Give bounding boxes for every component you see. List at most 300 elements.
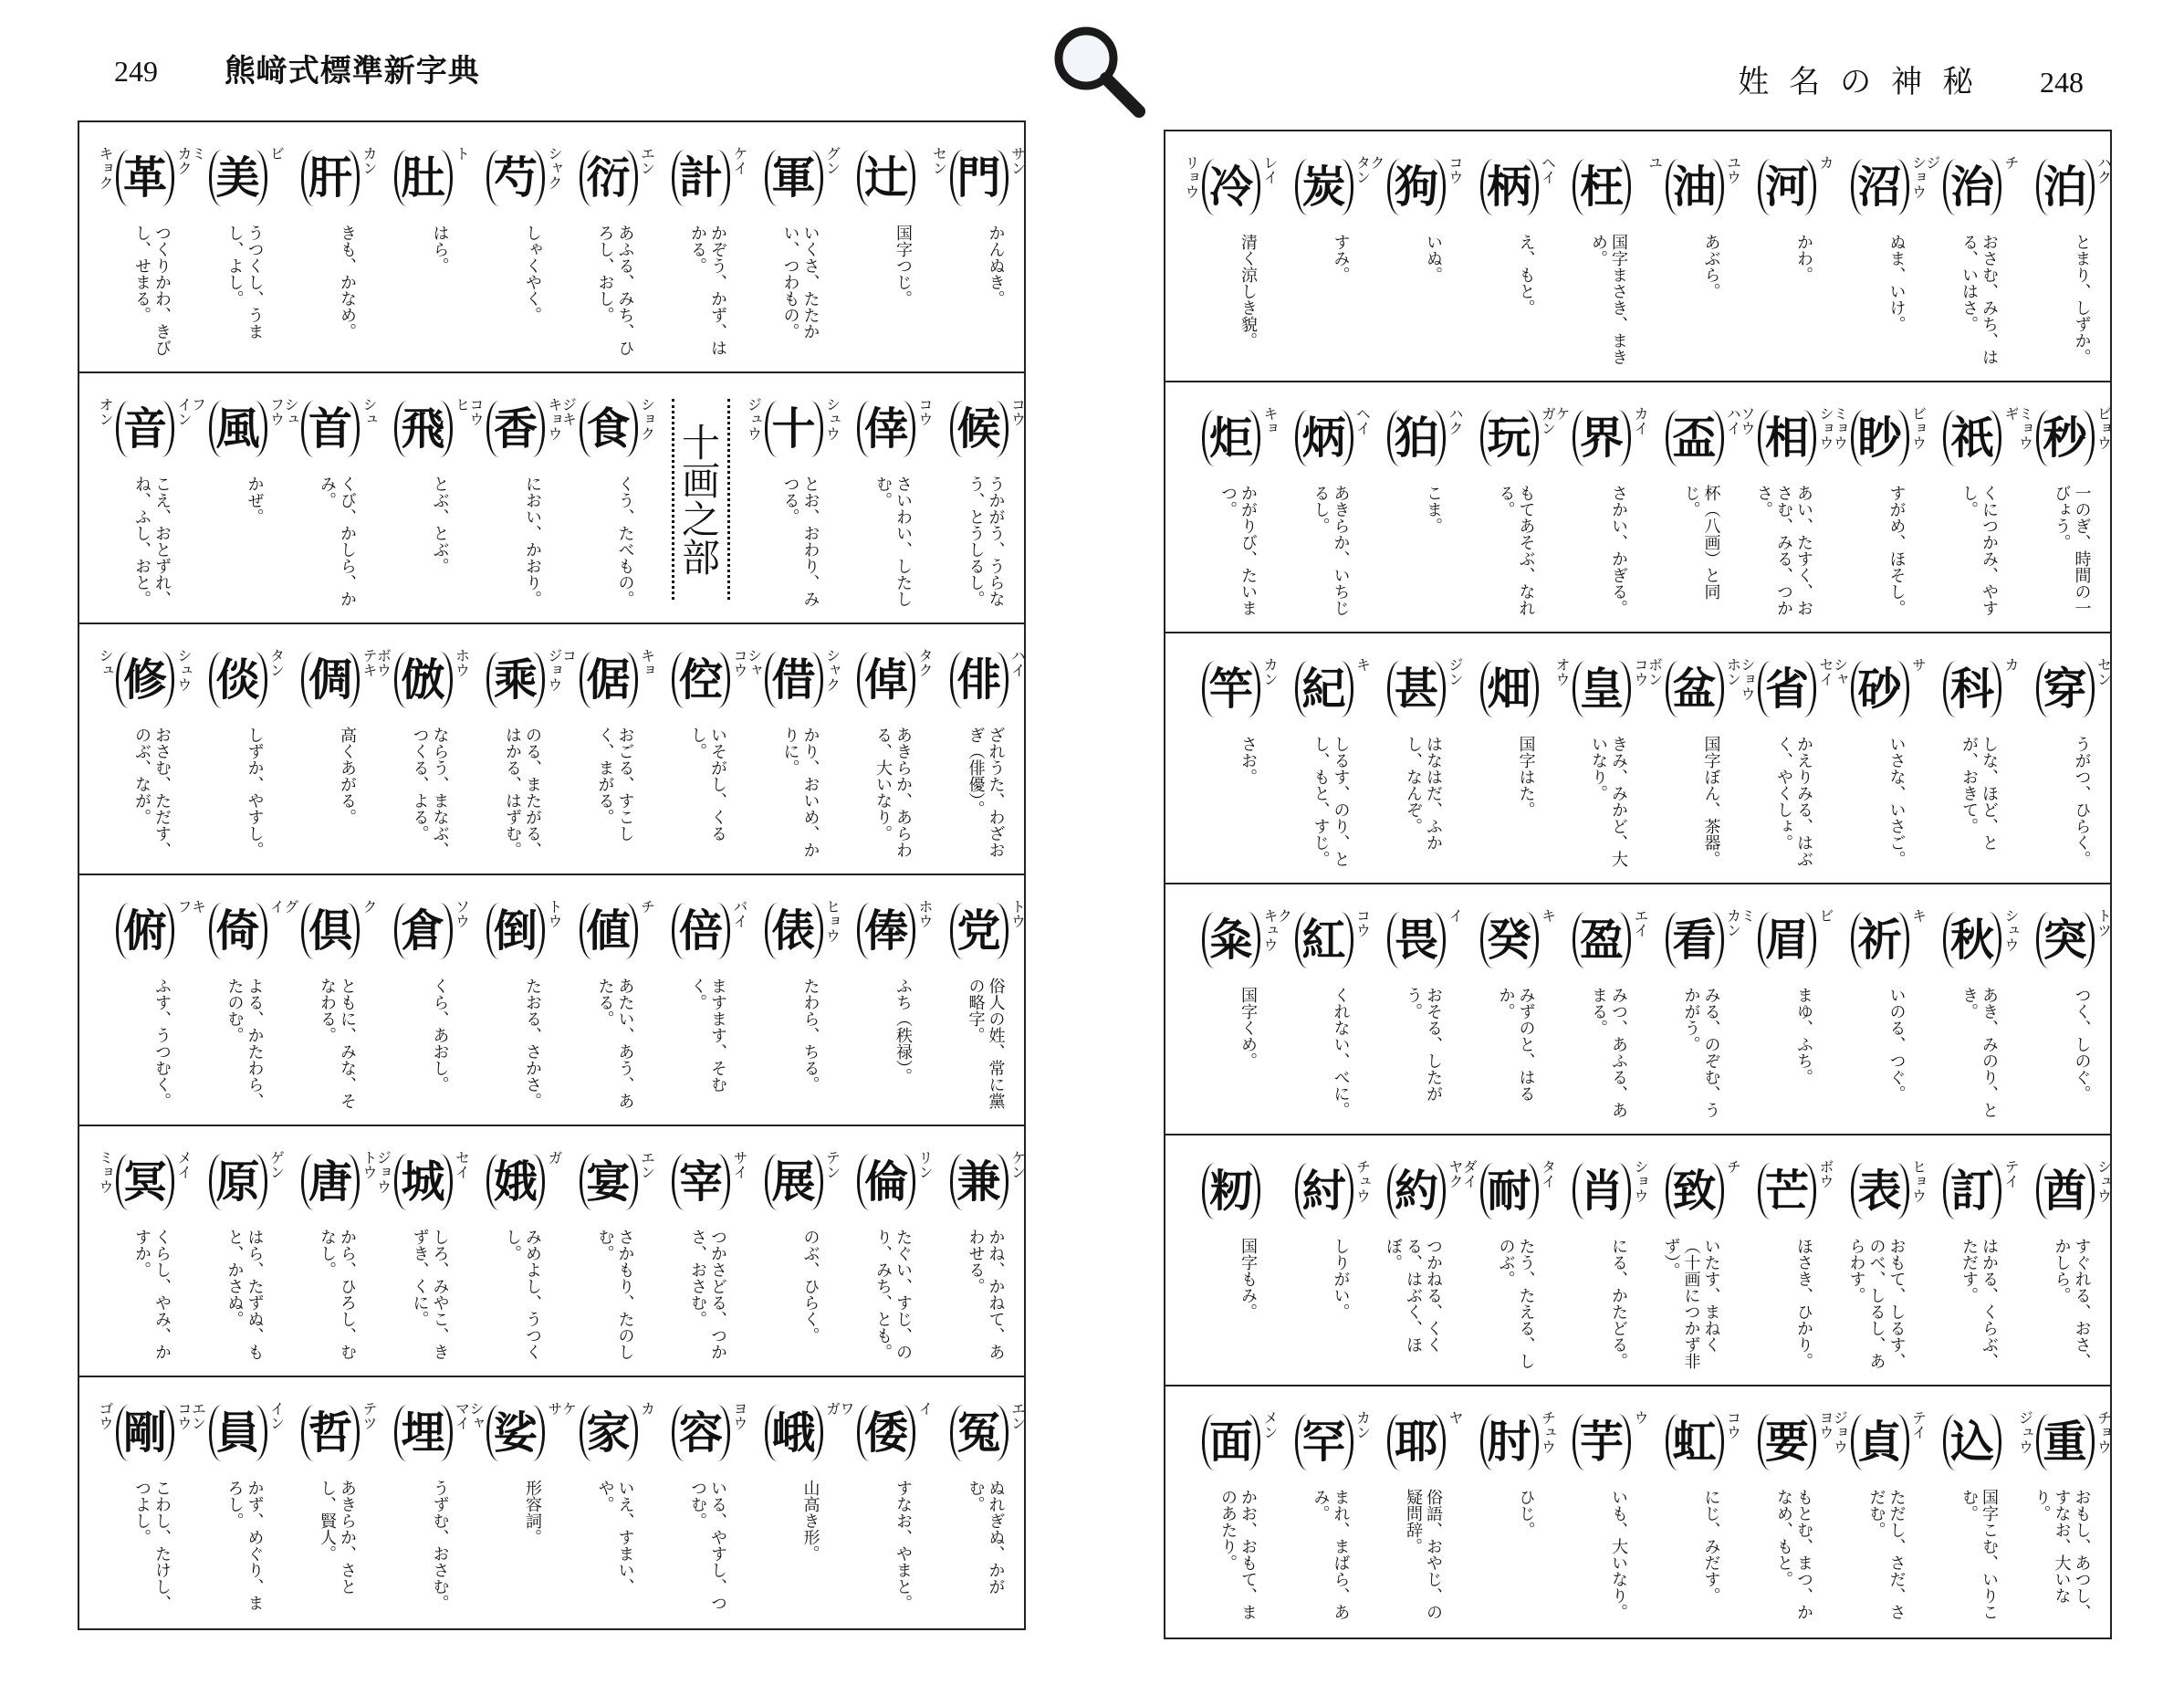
char-entry[interactable]: [1649, 1135, 1741, 1386]
char-entry[interactable]: [748, 1377, 841, 1628]
alt-reading: ミ: [189, 146, 207, 161]
on-reading: ガ: [546, 1150, 563, 1165]
kanji-char: 家: [580, 1405, 638, 1461]
char-entry[interactable]: [1924, 131, 2020, 382]
kanji-char: 倨: [580, 652, 638, 708]
char-entry[interactable]: [467, 1377, 563, 1628]
char-entry[interactable]: [1556, 1135, 1648, 1386]
char-entry[interactable]: [99, 875, 192, 1126]
char-entry[interactable]: [2016, 382, 2113, 633]
kanji-char: 兼: [950, 1154, 1008, 1210]
alt-reading: ボウ: [374, 648, 392, 677]
kanji-char: 俵: [765, 903, 823, 959]
on-reading: ビ: [267, 146, 286, 161]
kanji-char: 秋: [1943, 912, 2001, 968]
char-entry[interactable]: [841, 373, 933, 624]
alt-reading: シャ: [467, 1401, 485, 1430]
on-reading: ボウ: [1817, 1159, 1834, 1188]
char-entry[interactable]: [748, 122, 841, 373]
meaning-text: こま。: [1424, 485, 1443, 534]
meaning-text: かがりび、たいまつ。: [1218, 485, 1258, 616]
kanji-char: 沼: [1851, 159, 1909, 215]
meaning-text: おもて、しるす、のべ、しるし、あらわす。: [1846, 1238, 1907, 1369]
char-entry[interactable]: [1741, 1135, 1834, 1386]
on-reading: コウ: [916, 397, 934, 426]
char-entry[interactable]: [374, 1126, 471, 1377]
kanji-char: 展: [765, 1154, 823, 1210]
char-entry[interactable]: [563, 875, 655, 1126]
magnifier-icon[interactable]: [1048, 20, 1148, 120]
kanji-char: 約: [1387, 1163, 1446, 1219]
on-reading: テイ: [1909, 1410, 1928, 1439]
kanji-char: 埋: [394, 1405, 453, 1461]
meaning-text: みつ、あふる、あまる。: [1589, 987, 1628, 1118]
meaning-text: 俗語、おやじ、の疑問辞。: [1404, 1489, 1443, 1620]
char-entry[interactable]: [1927, 884, 2019, 1135]
char-entry[interactable]: [934, 1126, 1026, 1377]
meaning-text: さいわい、したしむ。: [873, 476, 913, 607]
kanji-char: 致: [1666, 1163, 1724, 1219]
char-entry[interactable]: [1556, 884, 1648, 1135]
on-reading: コウ: [175, 1401, 193, 1430]
kanji-char: 娑: [486, 1405, 545, 1461]
meaning-text: つくりかわ、きびし、せまる。: [132, 225, 172, 356]
meaning-text: うつくし、うまし、よし。: [225, 225, 265, 340]
section-title: 姓名の神秘: [1738, 64, 1994, 100]
char-entry[interactable]: [1371, 382, 1463, 633]
char-entry[interactable]: [1553, 633, 1649, 884]
kanji-char: 狛: [1387, 410, 1446, 466]
char-entry[interactable]: [655, 1126, 747, 1377]
alt-reading: ミ: [1739, 908, 1756, 923]
char-entry[interactable]: [193, 624, 285, 875]
kanji-char: 倉: [394, 903, 453, 959]
char-entry[interactable]: [1186, 1135, 1278, 1386]
on-reading: ショウ: [1909, 155, 1928, 199]
char-entry[interactable]: [1371, 1135, 1463, 1386]
on-reading: トウ: [546, 899, 563, 928]
char-entry[interactable]: [1464, 884, 1556, 1135]
kanji-char: 唐: [301, 1154, 360, 1210]
char-entry[interactable]: [1186, 1386, 1278, 1637]
kanji-char: 玩: [1480, 410, 1539, 466]
char-entry[interactable]: [378, 373, 470, 624]
meaning-text: よる、かたわら、たのむ。: [225, 978, 265, 1109]
kanji-char: 紅: [1295, 912, 1353, 968]
table-row: [79, 624, 1027, 875]
on-reading: カ: [638, 1401, 656, 1416]
kanji-char: 候: [950, 401, 1008, 457]
meaning-text: しるす、のり、とし、もと、すじ。: [1311, 736, 1351, 867]
char-entry[interactable]: [470, 122, 562, 373]
meaning-text: しずか、やすし。: [245, 727, 265, 858]
on-reading: ヒ: [453, 397, 471, 412]
alt-reading: ダイ: [1460, 1159, 1479, 1188]
meaning-text: しな、ほど、とが、おきて。: [1959, 736, 1999, 851]
meaning-text: はら、たずぬ、もと、かさぬ。: [225, 1229, 265, 1360]
kanji-char: 哲: [301, 1405, 360, 1461]
on-reading: チュウ: [1353, 1159, 1372, 1203]
kanji-char: 香: [486, 401, 545, 457]
char-entry[interactable]: [934, 373, 1026, 624]
on-reading: ハク: [1447, 406, 1464, 435]
char-entry[interactable]: [378, 875, 470, 1126]
char-entry[interactable]: [1741, 1386, 1834, 1637]
on-reading: カン: [1353, 1410, 1372, 1439]
on-reading: ホウ: [916, 899, 934, 928]
on-reading: イン: [175, 397, 193, 426]
char-entry[interactable]: [1275, 884, 1372, 1135]
char-entry[interactable]: [1556, 1386, 1648, 1637]
meaning-text: くう、たべもの。: [615, 476, 635, 607]
on-reading: ウ: [1632, 1410, 1649, 1425]
on-reading: ゲン: [267, 1150, 286, 1179]
char-entry[interactable]: [1371, 1386, 1463, 1637]
char-entry[interactable]: [467, 373, 563, 624]
char-entry[interactable]: [841, 122, 933, 373]
on-reading: ヤク: [1447, 1159, 1464, 1188]
meaning-text: つかさどる、つかさ、おさむ。: [688, 1229, 727, 1360]
char-entry[interactable]: [99, 122, 192, 373]
char-entry[interactable]: [655, 624, 747, 875]
meaning-text: かぞう、かず、はかる。: [688, 225, 727, 356]
kanji-char: 盃: [1666, 410, 1724, 466]
char-entry[interactable]: [1371, 633, 1463, 884]
char-entry[interactable]: [1649, 382, 1741, 633]
char-entry[interactable]: [1741, 382, 1834, 633]
char-entry[interactable]: [563, 122, 655, 373]
kanji-char: 科: [1943, 661, 2001, 717]
kanji-char: 俯: [116, 903, 174, 959]
meaning-text: ひじ。: [1516, 1489, 1536, 1538]
char-entry[interactable]: [470, 624, 562, 875]
meaning-text: かぜ。: [245, 476, 265, 525]
meaning-text: ぬれぎぬ、かがむ。: [966, 1480, 1006, 1595]
meaning-text: みずのと、はるか。: [1496, 987, 1536, 1102]
meaning-text: とお、おわり、みつる。: [780, 476, 820, 607]
char-entry[interactable]: [1831, 382, 1928, 633]
char-entry[interactable]: [470, 1126, 562, 1377]
char-entry[interactable]: [193, 1126, 285, 1377]
char-entry[interactable]: [1464, 633, 1556, 884]
char-entry[interactable]: [934, 624, 1026, 875]
char-entry[interactable]: [99, 624, 192, 875]
kanji-char: 畏: [1387, 912, 1446, 968]
char-entry[interactable]: [1279, 1386, 1371, 1637]
meaning-text: ともに、みな、そなわる。: [318, 978, 357, 1109]
meaning-text: いる、やすし、つつむ。: [688, 1480, 727, 1611]
meaning-text: うがつ、ひらく。: [2072, 736, 2092, 867]
char-entry[interactable]: [2020, 884, 2112, 1135]
meaning-text: たわら、ちる。: [800, 978, 820, 1093]
table-row: [79, 373, 1027, 624]
table-row: [1165, 131, 2113, 382]
char-entry[interactable]: [285, 1126, 377, 1377]
char-entry[interactable]: [189, 373, 286, 624]
on-reading: グン: [823, 146, 841, 175]
on-reading: タク: [916, 648, 934, 677]
char-entry[interactable]: [1834, 884, 1927, 1135]
on-reading: キ: [1353, 657, 1372, 672]
alt-reading: ジョウ: [1831, 1410, 1849, 1454]
char-entry[interactable]: [1741, 131, 1834, 382]
char-entry[interactable]: [1646, 633, 1742, 884]
char-entry[interactable]: [99, 373, 192, 624]
char-entry[interactable]: [1464, 131, 1556, 382]
char-entry[interactable]: [748, 875, 841, 1126]
char-entry[interactable]: [1927, 1135, 2019, 1386]
meaning-text: おもし、あつし、すなお、大いなり。: [2032, 1489, 2092, 1620]
alt-reading: ショウ: [1739, 657, 1756, 701]
on-reading: トウ: [361, 1150, 378, 1179]
kanji-char: 容: [672, 1405, 730, 1461]
on-reading: シャク: [823, 648, 841, 692]
table-row: [79, 122, 1027, 373]
on-reading: カン: [1261, 657, 1279, 686]
header-left: [114, 46, 480, 90]
on-reading: ヨウ: [731, 1401, 748, 1430]
kanji-char: 風: [209, 401, 267, 457]
kanji-char: 癸: [1480, 912, 1539, 968]
char-entry[interactable]: [378, 122, 470, 373]
kanji-char: 眉: [1758, 912, 1816, 968]
char-entry[interactable]: [559, 373, 656, 624]
on-reading: ハイ: [1724, 406, 1742, 435]
meaning-text: くにつかみ、やすし。: [1959, 485, 1999, 616]
alt-reading: ボン: [1646, 657, 1664, 686]
char-entry[interactable]: [1927, 1386, 2019, 1637]
char-entry[interactable]: [838, 1377, 934, 1628]
char-entry[interactable]: [1279, 1135, 1371, 1386]
char-entry[interactable]: [1927, 382, 2019, 633]
char-entry[interactable]: [748, 1126, 841, 1377]
char-entry[interactable]: [1741, 884, 1834, 1135]
meaning-text: ただし、さだ、さだむ。: [1866, 1489, 1907, 1620]
kanji-char: 炬: [1202, 410, 1260, 466]
kanji-char: 肖: [1573, 1163, 1631, 1219]
char-entry[interactable]: [934, 875, 1026, 1126]
meaning-text: 国字ぼん、茶器。: [1701, 736, 1721, 867]
char-entry[interactable]: [2020, 633, 2112, 884]
on-reading: カン: [1724, 908, 1742, 937]
on-reading: チョウ: [2095, 1410, 2113, 1454]
alt-reading: キ: [189, 899, 207, 914]
char-entry[interactable]: [841, 624, 933, 875]
on-reading: イ: [1447, 908, 1464, 923]
kanji-char: 芋: [1573, 1414, 1631, 1470]
char-entry[interactable]: [655, 1377, 747, 1628]
kanji-char: 軍: [765, 150, 823, 206]
meaning-text: 清く涼しき貌。: [1238, 234, 1258, 349]
on-reading: ジン: [1447, 657, 1464, 686]
kanji-char: 剛: [116, 1405, 174, 1461]
char-entry[interactable]: [189, 1377, 286, 1628]
char-entry[interactable]: [745, 373, 841, 624]
kanji-char: 炭: [1295, 159, 1353, 215]
meaning-text: いくさ、たたかい、つわもの。: [780, 225, 820, 340]
on-reading: カン: [361, 146, 378, 175]
char-entry[interactable]: [189, 122, 286, 373]
char-entry[interactable]: [282, 373, 378, 624]
char-entry[interactable]: [1279, 382, 1371, 633]
on-reading: テツ: [361, 1401, 378, 1430]
char-entry[interactable]: [374, 624, 471, 875]
kanji-char: 肝: [301, 150, 360, 206]
kanji-char: 貞: [1851, 1414, 1909, 1470]
alt-reading: ミョウ: [97, 1150, 114, 1194]
kanji-char: 柄: [1480, 159, 1539, 215]
char-entry[interactable]: [285, 122, 377, 373]
char-entry[interactable]: [1556, 131, 1648, 382]
on-reading: コウ: [731, 648, 748, 677]
char-entry[interactable]: [1464, 382, 1556, 633]
meaning-text: いぬ。: [1424, 234, 1443, 283]
on-reading: ハイ: [1008, 648, 1027, 677]
meaning-text: かず、めぐり、まろし。: [225, 1480, 265, 1611]
kanji-char: 耶: [1387, 1414, 1446, 1470]
char-entry[interactable]: [1279, 633, 1371, 884]
alt-reading: シャ: [745, 648, 763, 677]
on-reading: イン: [267, 1401, 286, 1430]
char-entry[interactable]: [1831, 633, 1928, 884]
char-entry[interactable]: [1371, 884, 1463, 1135]
char-entry[interactable]: [655, 122, 747, 373]
kanji-char: 重: [2036, 1414, 2095, 1470]
char-entry[interactable]: [2020, 1135, 2112, 1386]
char-entry[interactable]: [559, 624, 656, 875]
char-entry[interactable]: [559, 1377, 656, 1628]
char-entry[interactable]: [841, 1126, 933, 1377]
kanji-char: 泊: [2036, 159, 2095, 215]
meaning-text: かえりみる、はぶく、やくしょ。: [1774, 736, 1813, 867]
on-reading: タン: [267, 648, 286, 677]
meaning-text: 一のぎ、時間の一びょう。: [2052, 485, 2092, 616]
kanji-char: 穿: [2036, 661, 2095, 717]
meaning-text: とまり、しずか。: [2072, 234, 2092, 365]
table-row: [1165, 1135, 2113, 1386]
on-reading: ソウ: [453, 899, 471, 928]
on-reading: セン: [2095, 657, 2113, 686]
header-right: [1738, 57, 2084, 101]
meaning-text: おそる、したがう。: [1404, 987, 1443, 1102]
kanji-char: 倖: [857, 401, 915, 457]
kanji-char: 美: [209, 150, 267, 206]
char-entry[interactable]: [1460, 1135, 1557, 1386]
kanji-char: 倬: [857, 652, 915, 708]
meaning-text: さかい、かぎる。: [1609, 485, 1628, 616]
char-entry[interactable]: [1834, 1135, 1927, 1386]
kanji-char: 虹: [1666, 1414, 1724, 1470]
meaning-text: きも、かなめ。: [338, 225, 357, 340]
char-entry[interactable]: [934, 1377, 1026, 1628]
char-entry[interactable]: [1834, 131, 1927, 382]
on-reading: ヘイ: [1353, 406, 1372, 435]
char-entry[interactable]: [1649, 1386, 1741, 1637]
char-entry[interactable]: [1279, 131, 1371, 382]
on-reading: メン: [1261, 1410, 1279, 1439]
char-entry[interactable]: [1186, 382, 1278, 633]
char-entry[interactable]: [1186, 633, 1278, 884]
on-reading: バイ: [731, 899, 748, 928]
meaning-text: きみ、みかど、大いなり。: [1589, 736, 1628, 867]
char-entry[interactable]: [655, 373, 747, 624]
char-entry[interactable]: [378, 1377, 470, 1628]
meaning-text: ふす、うつむく。: [152, 978, 172, 1109]
kanji-char: 倍: [672, 903, 730, 959]
meaning-text: ぬま、いけ。: [1886, 234, 1907, 332]
char-entry[interactable]: [1649, 884, 1741, 1135]
meaning-text: うずむ、おさむ。: [430, 1480, 450, 1611]
kanji-char: 枉: [1573, 159, 1631, 215]
kanji-char: 宰: [672, 1154, 730, 1210]
char-entry[interactable]: [841, 875, 933, 1126]
kanji-char: 砂: [1851, 661, 1909, 717]
char-entry[interactable]: [285, 624, 377, 875]
char-entry[interactable]: [1368, 131, 1464, 382]
kanji-char: 炳: [1295, 410, 1353, 466]
char-entry[interactable]: [1464, 1386, 1556, 1637]
alt-reading: グ: [282, 899, 299, 914]
meaning-text: あきらか、いちじるし。: [1311, 485, 1351, 616]
char-entry[interactable]: [99, 1126, 192, 1377]
kanji-char: 娥: [486, 1154, 545, 1210]
meaning-text: ふち（秩禄）。: [893, 978, 913, 1084]
char-entry[interactable]: [745, 624, 841, 875]
on-reading: ケン: [1008, 1150, 1027, 1179]
on-reading: カ: [1817, 155, 1834, 170]
kanji-char: 借: [765, 652, 823, 708]
char-entry[interactable]: [1927, 633, 2019, 884]
on-reading: キ: [1909, 908, 1928, 923]
kanji-char: 皇: [1573, 661, 1631, 717]
char-entry[interactable]: [1646, 131, 1742, 382]
char-entry[interactable]: [1183, 131, 1279, 382]
meaning-text: みる、のぞむ、うかがう。: [1681, 987, 1721, 1118]
alt-reading: ジュウ: [745, 397, 763, 441]
alt-reading: コウ: [467, 397, 485, 426]
meaning-text: つかねる、くくる、はぶく、ほぼ。: [1384, 1238, 1443, 1353]
meaning-text: のぶ、ひらく。: [800, 1229, 820, 1344]
char-entry[interactable]: [563, 1126, 655, 1377]
on-reading: シュウ: [175, 648, 193, 692]
char-entry[interactable]: [189, 875, 286, 1126]
kanji-char: 峨: [765, 1405, 823, 1461]
kanji-char: 紀: [1295, 661, 1353, 717]
kanji-char: 芍: [486, 150, 545, 206]
kanji-char: 俳: [950, 652, 1008, 708]
on-reading: フ: [175, 899, 193, 914]
kanji-char: 畑: [1480, 661, 1539, 717]
char-entry[interactable]: [99, 1377, 192, 1628]
kanji-char: 紂: [1295, 1163, 1353, 1219]
kanji-char: 員: [209, 1405, 267, 1461]
kanji-char: 盈: [1573, 912, 1631, 968]
char-entry[interactable]: [2016, 1386, 2113, 1637]
char-entry[interactable]: [1831, 1386, 1928, 1637]
char-entry[interactable]: [930, 122, 1027, 373]
char-entry[interactable]: [1553, 382, 1649, 633]
char-entry[interactable]: [1741, 633, 1834, 884]
char-entry[interactable]: [285, 1377, 377, 1628]
kanji-char: 倚: [209, 903, 267, 959]
kanji-char: 看: [1666, 912, 1724, 968]
char-entry[interactable]: [282, 875, 378, 1126]
on-reading: シュウ: [2002, 908, 2020, 952]
char-entry[interactable]: [1186, 884, 1278, 1135]
char-entry[interactable]: [655, 875, 747, 1126]
char-entry[interactable]: [470, 875, 562, 1126]
char-entry[interactable]: [2020, 131, 2112, 382]
